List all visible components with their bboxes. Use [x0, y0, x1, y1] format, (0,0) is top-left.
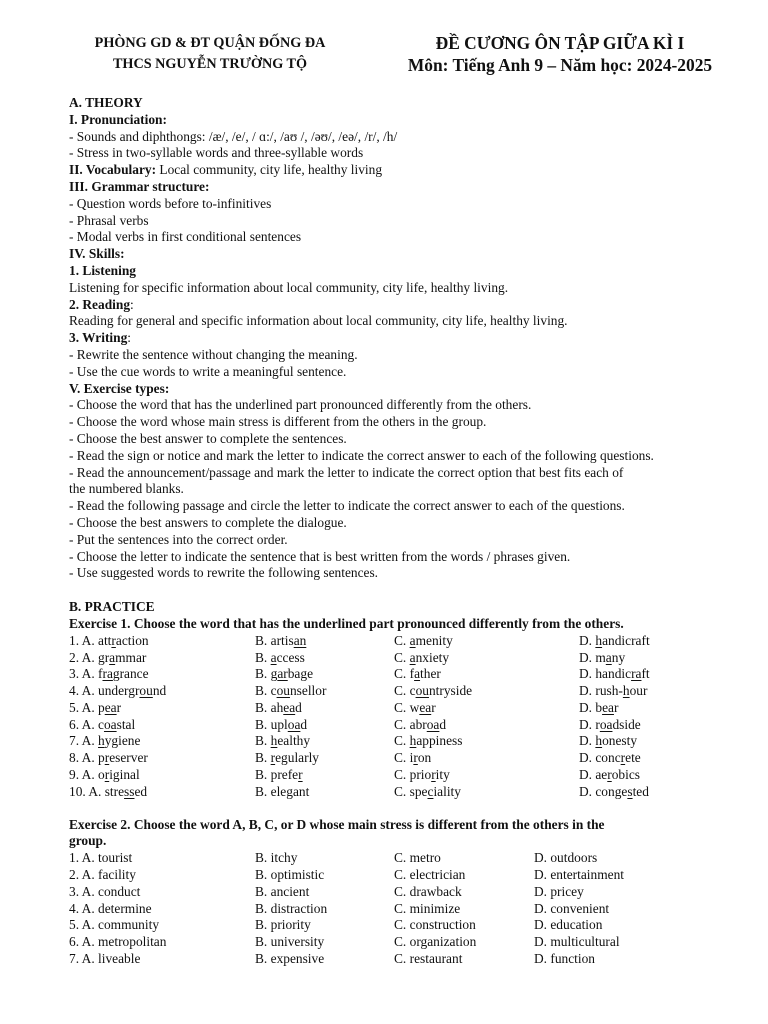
exercise-type-item: - Read the sign or notice and mark the letter to indicate the correct answer to each of the following questions.: [69, 447, 654, 463]
option-text: D. m: [579, 649, 606, 665]
option-text: iginal: [109, 767, 140, 783]
option-text: C.: [394, 733, 410, 749]
exercise1-option: [255, 717, 307, 734]
school-name: THCS NGUYỄN TRƯỜNG TỘ: [112, 56, 308, 72]
exercise1-option: [394, 767, 450, 784]
exercise2-option: B. ancient: [255, 883, 310, 899]
exercise2-option: C. restaurant: [394, 951, 463, 967]
exercise1-row: [69, 666, 759, 683]
option-text: C. abr: [394, 716, 427, 732]
option-text: D. conge: [579, 783, 628, 799]
exercise2-row: [69, 951, 759, 968]
writing-item: - Rewrite the sentence without changing the meaning.: [69, 346, 358, 362]
underlined-part: r: [111, 632, 116, 648]
exercise1-option: [394, 717, 446, 734]
exercise2-option: B. expensive: [255, 951, 325, 967]
option-text: D. rush-: [579, 683, 623, 699]
option-text: d: [300, 716, 308, 732]
exercise1-option: [255, 633, 306, 650]
underlined-part: a: [409, 649, 416, 665]
grammar-item: - Question words before to-infinitives: [69, 195, 272, 211]
exercise1-table: [69, 633, 759, 801]
underlined-part: r: [104, 767, 110, 783]
exercise2-option: C. minimize: [394, 900, 461, 916]
exercise2-row: [69, 884, 759, 901]
exercise2-option: C. metro: [394, 850, 441, 866]
option-text: D. ae: [579, 767, 608, 783]
exercise1-row: [69, 700, 759, 717]
option-text: B. c: [255, 683, 277, 699]
exercise2-option: D. outdoors: [534, 850, 598, 866]
option-text: d: [439, 716, 447, 732]
option-text: r: [431, 699, 436, 715]
exercise2-title-cont: group.: [69, 833, 107, 849]
exercise2-option: 3. A. conduct: [69, 883, 141, 899]
option-text: ny: [611, 649, 626, 665]
option-text: C.: [394, 649, 410, 665]
option-text: ccess: [276, 649, 305, 665]
option-text: iality: [433, 783, 461, 799]
option-text: 9. A. o: [69, 767, 105, 783]
option-text: our: [629, 683, 648, 699]
exercise1-option: [579, 650, 625, 667]
exercise-type-item: - Use suggested words to rewrite the following sentences.: [69, 565, 379, 581]
underlined-part: ra: [631, 666, 642, 682]
option-text: stal: [116, 716, 136, 732]
underlined-part: ea: [104, 699, 117, 715]
exercise1-option: [69, 700, 121, 717]
option-text: D. r: [579, 716, 600, 732]
option-text: nxiety: [415, 649, 450, 665]
section-practice-title: B. PRACTICE: [69, 599, 155, 615]
option-text: 8. A. p: [69, 750, 105, 766]
exercise2-option: 5. A. community: [69, 917, 160, 933]
option-text: D. conc: [579, 750, 621, 766]
option-text: ete: [625, 750, 641, 766]
option-text: ted: [632, 783, 649, 799]
exercise1-option: [394, 633, 453, 650]
option-text: ygiene: [104, 733, 141, 749]
exercise-type-item: - Read the announcement/passage and mark the letter to indicate the correct option that best fits each of: [69, 464, 624, 480]
underlined-part: oa: [599, 716, 613, 732]
document-title: ĐỀ CƯƠNG ÔN TẬP GIỮA KÌ I: [435, 33, 685, 53]
exercise2-option: C. organization: [394, 934, 477, 950]
exercise1-option: [69, 767, 140, 784]
option-text: r: [613, 699, 619, 715]
exercise1-option: [394, 784, 461, 801]
exercise1-option: [579, 666, 650, 683]
exercise1-option: [69, 717, 135, 734]
exercise1-option: [69, 784, 147, 801]
exercise1-option: [255, 700, 302, 717]
exercise-type-item: - Read the following passage and circle the letter to indicate the correct answer to each of the questions.: [69, 498, 625, 514]
option-text: B. g: [255, 666, 278, 682]
pronunciation-item: - Sounds and diphthongs: /æ/, /e/, / ɑ:/, /aʊ /, /əʊ/, /eə/, /r/, /h/: [69, 128, 398, 144]
exercise2-option: B. priority: [255, 917, 311, 933]
underlined-part: oa: [426, 716, 440, 732]
exercise1-option: [579, 700, 618, 717]
exercise2-option: D. multicultural: [534, 934, 620, 950]
option-text: on: [417, 750, 432, 766]
underlined-part: a: [414, 666, 421, 682]
option-text: egularly: [275, 750, 319, 766]
exercise2-option: D. pricey: [534, 883, 584, 899]
option-text: nd: [152, 683, 167, 699]
exercise2-option: B. distraction: [255, 900, 328, 916]
exercise1-option: [394, 733, 462, 750]
exercise1-option: [69, 750, 148, 767]
exercise1-option: [69, 633, 149, 650]
exercise2-option: 2. A. facility: [69, 867, 136, 883]
exercise1-title: Exercise 1. Choose the word that has the underlined part pronounced differently from the others.: [69, 615, 624, 631]
exercise-type-item: - Choose the word whose main stress is different from the others in the group.: [69, 414, 487, 430]
option-text: B.: [255, 750, 271, 766]
underlined-part: ou: [415, 683, 429, 699]
grammar-item: - Modal verbs in first conditional sentences: [69, 229, 302, 245]
exercise1-row: [69, 650, 759, 667]
document-body: [69, 95, 759, 968]
exercise1-option: [69, 733, 140, 750]
option-text: menity: [415, 632, 453, 648]
grammar-heading: III. Grammar structure:: [69, 178, 210, 194]
option-text: d: [295, 699, 302, 715]
exercise2-option: 4. A. determine: [69, 900, 152, 916]
exercise2-row: [69, 850, 759, 867]
exercise1-option: [69, 683, 166, 700]
option-text: ealthy: [277, 733, 311, 749]
exercise2-option: C. construction: [394, 917, 476, 933]
vocabulary-text: Local community, city life, healthy living: [156, 162, 383, 178]
option-text: onesty: [602, 733, 638, 749]
underlined-part: g: [286, 783, 293, 799]
reading-heading: 2. Reading: [69, 296, 131, 312]
exercise1-option: [255, 784, 309, 801]
option-text: ant: [292, 783, 310, 799]
exercise1-option: [255, 733, 310, 750]
underlined-part: a: [409, 632, 416, 648]
option-text: mmar: [115, 649, 147, 665]
underlined-part: ou: [276, 683, 290, 699]
writing-heading: 3. Writing: [69, 330, 128, 346]
exercise2-row: [69, 867, 759, 884]
underlined-part: ar: [277, 666, 288, 682]
exercise1-option: [255, 767, 303, 784]
underlined-part: r: [298, 767, 303, 783]
underlined-part: h: [595, 733, 603, 749]
exercise1-option: [579, 633, 650, 650]
exercise-type-item: the numbered blanks.: [69, 481, 184, 497]
underlined-part: a: [270, 649, 277, 665]
underlined-part: h: [270, 733, 278, 749]
option-text: B.: [255, 649, 271, 665]
exercise1-option: [579, 733, 637, 750]
exercise2-option: D. education: [534, 917, 603, 933]
exercise-type-item: - Choose the best answers to complete the dialogue.: [69, 514, 347, 530]
option-text: eserver: [109, 750, 148, 766]
exercise1-row: [69, 750, 759, 767]
underlined-part: ea: [419, 699, 432, 715]
exercise2-option: B. university: [255, 934, 325, 950]
pronunciation-heading: I. Pronunciation:: [69, 111, 167, 127]
subject-year: Môn: Tiếng Anh 9 – Năm học: 2024-2025: [407, 55, 713, 75]
option-text: action: [115, 632, 149, 648]
exercise1-row: [69, 784, 759, 801]
option-text: grance: [112, 666, 149, 682]
exercise2-title: Exercise 2. Choose the word A, B, C, or D whose main stress is different from the others in the: [69, 816, 605, 832]
listening-text: Listening for specific information about local community, city life, healthy living.: [69, 279, 509, 295]
option-text: 1. A. att: [69, 632, 112, 648]
exercise1-row: [69, 683, 759, 700]
underlined-part: r: [270, 750, 276, 766]
option-text: bage: [287, 666, 314, 682]
underlined-part: r: [431, 767, 436, 783]
exercise1-option: [255, 683, 326, 700]
reading-colon: :: [130, 296, 134, 312]
underlined-part: ea: [283, 699, 296, 715]
exercise1-option: [579, 683, 647, 700]
reading-text: Reading for general and specific information about local community, city life, healthy living.: [69, 313, 568, 329]
exercise1-option: [394, 750, 431, 767]
exercise2-option: C. drawback: [394, 883, 462, 899]
option-text: D.: [579, 632, 596, 648]
underlined-part: a: [109, 649, 116, 665]
exercise1-row: [69, 767, 759, 784]
pronunciation-item: - Stress in two-syllable words and three-syllable words: [69, 145, 364, 161]
underlined-part: ou: [139, 683, 153, 699]
exercise2-row: [69, 917, 759, 934]
exercise2-option: 6. A. metropolitan: [69, 934, 167, 950]
exercise2-option: C. electrician: [394, 867, 466, 883]
option-text: 2. A. gr: [69, 649, 110, 665]
underlined-part: r: [413, 750, 418, 766]
exercise1-option: [394, 683, 472, 700]
exercise2-option: B. itchy: [255, 850, 298, 866]
option-text: B.: [255, 733, 271, 749]
department-name: PHÒNG GD & ĐT QUẬN ĐỐNG ĐA: [94, 35, 326, 51]
exercise-type-item: - Choose the letter to indicate the sentence that is best written from the words / phrases given.: [69, 548, 571, 564]
vocabulary-heading: II. Vocabulary:: [69, 162, 157, 178]
exercise2-option: B. optimistic: [255, 867, 325, 883]
underlined-part: r: [104, 750, 110, 766]
underlined-part: ss: [124, 783, 135, 799]
underlined-part: h: [622, 683, 630, 699]
underlined-part: h: [98, 733, 105, 749]
exercise1-option: [69, 666, 149, 683]
option-text: C.: [394, 632, 410, 648]
exercise2-table: [69, 850, 759, 968]
option-text: B. artis: [255, 632, 294, 648]
option-text: C. prio: [394, 767, 432, 783]
exercise2-option: D. function: [534, 951, 595, 967]
exercise1-row: [69, 733, 759, 750]
underlined-part: oa: [103, 716, 117, 732]
option-text: C. i: [394, 750, 414, 766]
writing-heading-line: [69, 330, 759, 347]
exercise1-option: [255, 750, 319, 767]
underlined-part: h: [409, 733, 417, 749]
option-text: ft: [641, 666, 650, 682]
option-text: C. c: [394, 683, 416, 699]
exercise1-option: [394, 700, 436, 717]
option-text: r: [116, 699, 122, 715]
exercise1-option: [394, 650, 449, 667]
exercise2-row: [69, 934, 759, 951]
option-text: ther: [420, 666, 441, 682]
school-header: [60, 33, 360, 75]
option-text: C. spe: [394, 783, 428, 799]
section-theory-title: A. THEORY: [69, 95, 143, 110]
option-text: obics: [611, 767, 640, 783]
underlined-part: ra: [102, 666, 113, 682]
option-text: ed: [134, 783, 148, 799]
exercise1-row: [69, 717, 759, 734]
option-text: nsellor: [289, 683, 327, 699]
exercise-type-item: - Choose the word that has the underlined part pronounced differently from the others.: [69, 397, 532, 413]
underlined-part: s: [627, 783, 633, 799]
option-text: D. b: [579, 699, 603, 715]
option-text: D.: [579, 733, 596, 749]
option-text: B. prefe: [255, 767, 299, 783]
underlined-part: c: [427, 783, 434, 799]
option-text: 6. A. c: [69, 716, 104, 732]
exercise1-option: [69, 650, 146, 667]
exercise1-option: [579, 784, 649, 801]
exercise1-option: [579, 750, 641, 767]
listening-heading: 1. Listening: [69, 262, 136, 278]
grammar-item: - Phrasal verbs: [69, 212, 149, 228]
writing-colon: :: [127, 330, 132, 346]
vocabulary-line: [69, 162, 759, 179]
reading-heading-line: [69, 297, 759, 314]
option-text: appiness: [416, 733, 463, 749]
exercise-type-item: - Put the sentences into the correct order.: [69, 531, 288, 547]
option-text: B. ah: [255, 699, 284, 715]
exercise2-row: [69, 901, 759, 918]
underlined-part: oa: [287, 716, 301, 732]
option-text: 5. A. p: [69, 699, 105, 715]
underlined-part: r: [607, 767, 612, 783]
option-text: D. handic: [579, 666, 632, 682]
exercise2-option: 7. A. liveable: [69, 951, 141, 967]
exercise1-option: [394, 666, 441, 683]
exercise1-option: [579, 717, 641, 734]
option-text: C. f: [394, 666, 415, 682]
option-text: andicraft: [602, 632, 650, 648]
exercise-types-list: [69, 397, 759, 582]
exercise-types-heading: V. Exercise types:: [69, 380, 170, 396]
option-text: ity: [435, 767, 450, 783]
underlined-part: a: [605, 649, 612, 665]
option-text: ntryside: [428, 683, 473, 699]
option-text: B. ele: [255, 783, 287, 799]
option-text: 10. A. stre: [69, 783, 125, 799]
exercise-type-item: - Choose the best answer to complete the sentences.: [69, 430, 347, 446]
exercise2-option: D. entertainment: [534, 867, 624, 883]
underlined-part: an: [293, 632, 307, 648]
exercise1-option: [255, 650, 305, 667]
underlined-part: r: [620, 750, 626, 766]
option-text: 4. A. undergr: [69, 683, 140, 699]
skills-heading: IV. Skills:: [69, 246, 125, 262]
option-text: B. upl: [255, 716, 288, 732]
writing-item: - Use the cue words to write a meaningful sentence.: [69, 363, 347, 379]
exercise1-option: [255, 666, 313, 683]
exercise2-option: 1. A. tourist: [69, 850, 133, 866]
option-text: 7. A.: [69, 733, 99, 749]
exercise1-option: [579, 767, 640, 784]
option-text: C. w: [394, 699, 420, 715]
option-text: dside: [612, 716, 641, 732]
underlined-part: ea: [602, 699, 614, 715]
exercise2-option: D. convenient: [534, 900, 610, 916]
option-text: 3. A. f: [69, 666, 103, 682]
exercise1-row: [69, 633, 759, 650]
underlined-part: h: [595, 632, 603, 648]
document-header: [380, 32, 740, 76]
